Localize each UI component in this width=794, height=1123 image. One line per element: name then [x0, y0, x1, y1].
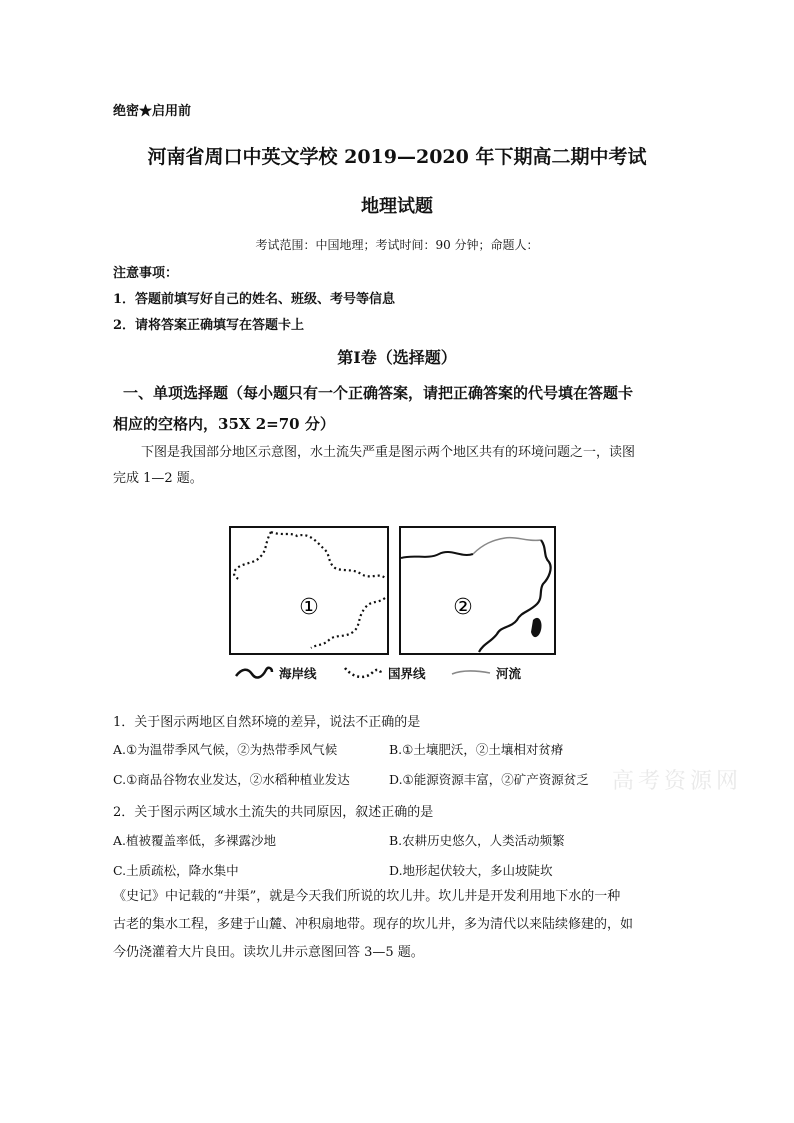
q1-option-c: C.①商品谷物农业发达，②水稻种植业发达 [113, 772, 350, 787]
question-2-stem: 2．关于图示两区域水土流失的共同原因，叙述正确的是 [113, 805, 434, 820]
intro2-line-1: 《史记》中记载的“井渠”，就是今天我们所说的坎儿井。坎儿井是开发利用地下水的一种 [113, 889, 621, 904]
q1-option-a: A.①为温带季风气候，②为热带季风气候 [113, 742, 338, 757]
subject-title: 地理试题 [361, 196, 433, 217]
river-line [473, 538, 541, 554]
section-title: 第Ⅰ卷（选择题） [337, 348, 457, 367]
notice-heading: 注意事项： [113, 266, 179, 281]
part-heading-line-1: 一、单项选择题（每小题只有一个正确答案，请把正确答案的代号填在答题卡 [123, 384, 634, 402]
intro2-line-3: 今仍浇灌着大片良田。读坎儿井示意图回答 3—5 题。 [113, 945, 424, 960]
panel-1-label: ① [299, 595, 319, 620]
coastline [479, 540, 551, 652]
legend-river: 河流 [496, 666, 522, 681]
map-1-drawing [231, 528, 387, 653]
q2-option-b: B.农耕历史悠久，人类活动频繁 [389, 833, 565, 848]
legend-border: 国界线 [388, 666, 426, 681]
legend-coastline: 海岸线 [279, 666, 317, 681]
border-legend-icon [343, 664, 383, 680]
coastline-legend-icon [234, 664, 274, 680]
q2-option-d: D.地形起伏较大，多山坡陡坎 [389, 863, 553, 878]
border-line [234, 532, 385, 648]
intro1-line-1: 下图是我国部分地区示意图，水土流失严重是图示两个地区共有的环境问题之一，读图 [141, 445, 636, 460]
part-heading-line-2: 相应的空格内，35X 2=70 分） [113, 415, 335, 433]
map-panel-2 [399, 526, 556, 655]
panel-2-label: ② [453, 595, 473, 620]
question-1-stem: 1．关于图示两地区自然环境的差异，说法不正确的是 [113, 715, 421, 730]
river-legend-icon [450, 664, 492, 680]
q2-option-c: C.土质疏松，降水集中 [113, 863, 239, 878]
q1-option-d: D.①能源资源丰富，②矿产资源贫乏 [389, 772, 589, 787]
exam-title: 河南省周口中英文学校 2019—2020 年下期高二期中考试 [147, 146, 647, 168]
q1-option-b: B.①土壤肥沃，②土壤相对贫瘠 [389, 742, 564, 757]
map-2-drawing [401, 528, 554, 653]
notice-item-1: 1．答题前填写好自己的姓名、班级、考号等信息 [113, 292, 396, 307]
map-panel-1 [229, 526, 389, 655]
q2-option-a: A.植被覆盖率低，多裸露沙地 [113, 833, 277, 848]
intro1-line-2: 完成 1—2 题。 [113, 471, 203, 486]
exam-info: 考试范围：中国地理；考试时间：90 分钟；命题人： [255, 238, 539, 252]
border-line [401, 552, 473, 558]
notice-item-2: 2．请将答案正确填写在答题卡上 [113, 318, 305, 333]
watermark: 高考资源网 [612, 769, 743, 794]
secret-mark: 绝密★启用前 [113, 104, 192, 119]
island-taiwan [531, 618, 542, 637]
intro2-line-2: 古老的集水工程，多建于山麓、冲积扇地带。现存的坎儿井，多为清代以来陆续修建的，如 [113, 917, 634, 932]
